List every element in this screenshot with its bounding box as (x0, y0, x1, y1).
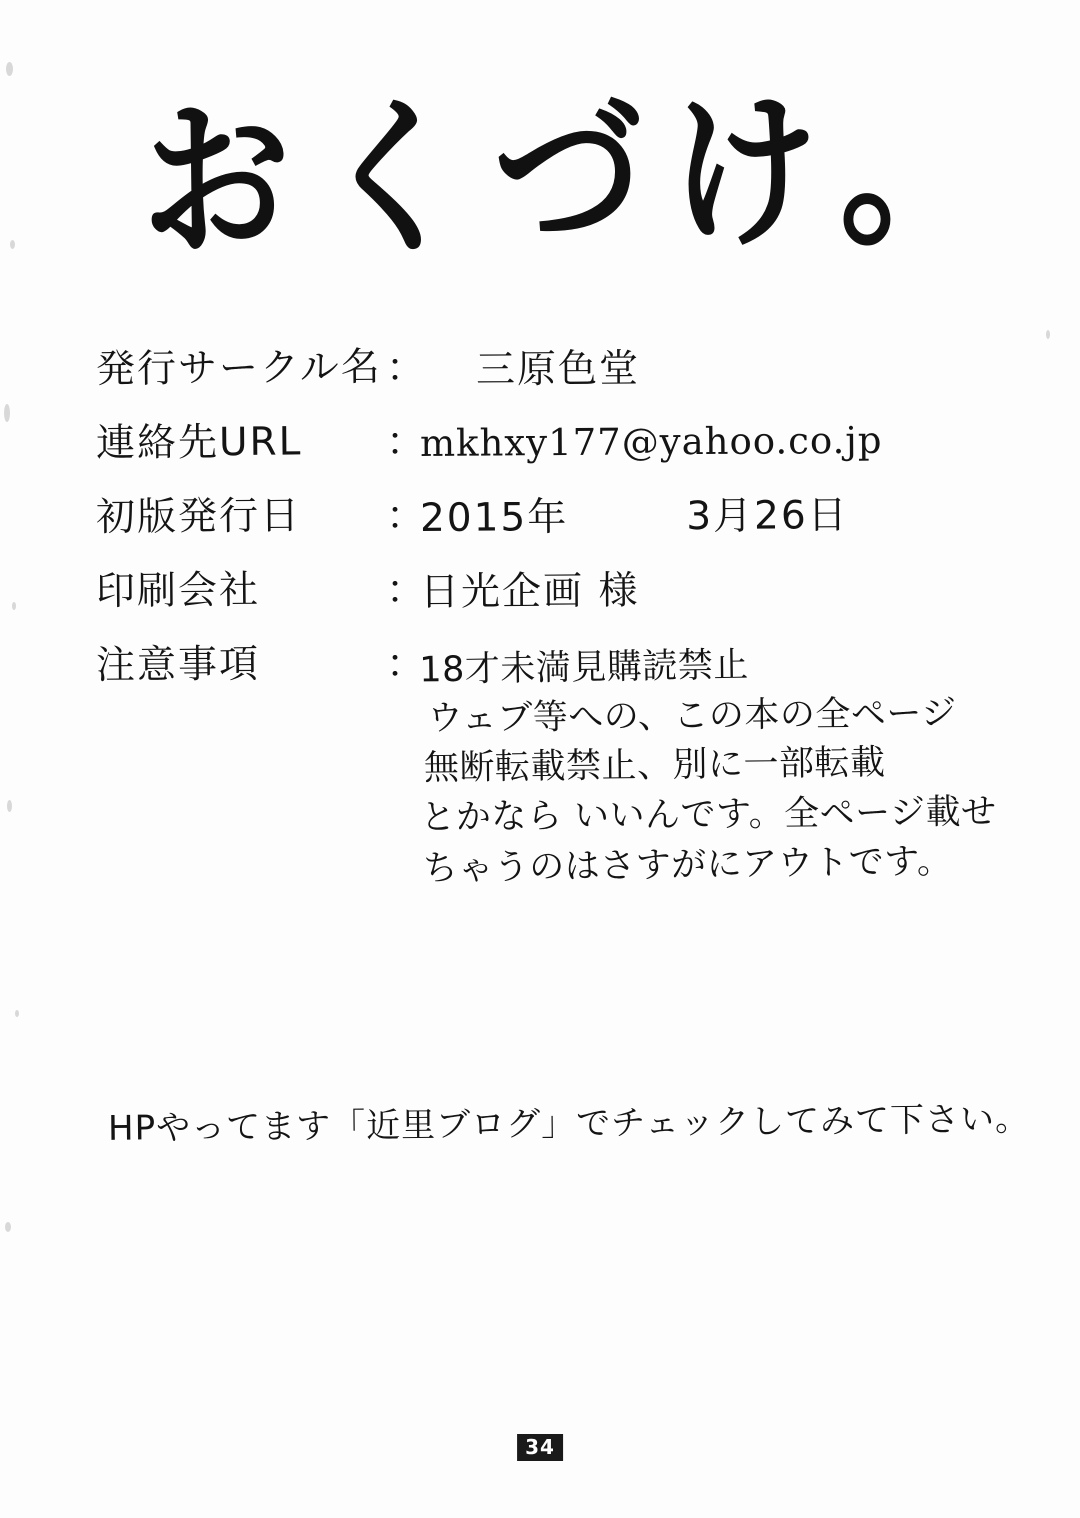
field-value: mkhxy177@yahoo.co.jp (419, 418, 883, 466)
publish-year: 2015年 (419, 495, 569, 542)
notice-line: とかなら いいんです。全ページ載せ (420, 792, 997, 839)
colophon-field-list (96, 346, 996, 919)
field-label: 注意事項 (95, 641, 261, 689)
page-number: 34 (517, 1434, 563, 1461)
field-value: 日光企画 様 (419, 568, 640, 616)
scan-speck (5, 1222, 11, 1232)
field-printer (96, 568, 996, 614)
notice-line: 無断転載禁止、別に一部転載 (423, 743, 886, 789)
scan-speck (10, 240, 15, 249)
field-label: 発行サークル名 (95, 344, 383, 393)
field-colon: ： (386, 568, 428, 614)
field-publish-date (96, 494, 996, 540)
field-circle-name (96, 346, 996, 392)
field-label: 連絡先URL (95, 419, 303, 467)
scan-speck (6, 62, 13, 76)
homepage-note: HPやってます「近里ブログ」でチェックしてみて下さい。 (107, 1099, 1031, 1149)
scan-speck (12, 602, 16, 610)
scan-speck (15, 1010, 19, 1017)
notice-line: ウェブ等への、この本の全ページ (427, 693, 957, 739)
page-title: おくづけ。 (139, 72, 1017, 281)
field-label: 初版発行日 (95, 493, 302, 541)
field-contact-url (96, 420, 996, 466)
field-notices (96, 642, 996, 890)
notice-line: 18才未満見購読禁止 (419, 645, 750, 691)
field-value: 三原色堂 (475, 346, 641, 393)
field-label: 印刷会社 (95, 567, 261, 615)
scan-speck (1046, 330, 1050, 339)
field-colon: ： (386, 420, 428, 466)
notice-line: ちゃうのはさすがにアウトです。 (422, 841, 953, 889)
field-value (420, 492, 996, 542)
field-colon: ： (386, 642, 428, 688)
field-colon: ： (386, 494, 428, 540)
publish-month-day: 3月26日 (686, 493, 849, 540)
scan-speck (4, 404, 10, 422)
field-value (419, 640, 997, 892)
scan-speck (7, 800, 12, 812)
field-colon: ： (386, 346, 428, 391)
